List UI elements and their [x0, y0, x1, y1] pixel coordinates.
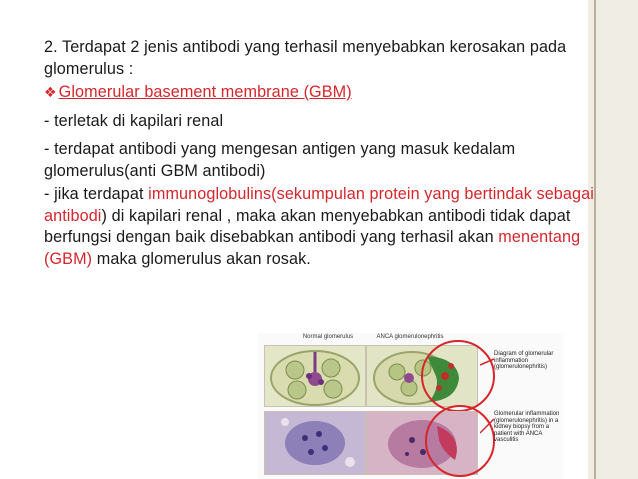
explanation-text-c: maka glomerulus akan rosak. [92, 249, 311, 268]
antibody-line: - terdapat antibodi yang mengesan antigen yang masuk kedalam glomerulus(anti GBM antibodi) [44, 140, 516, 180]
gbm-highlight: menentang (GBM) [44, 228, 581, 268]
normal-glomerulus-illustration [265, 346, 365, 406]
intro-paragraph: 2. Terdapat 2 jenis antibodi yang terhasil menyebabkan kerosakan pada glomerulus : [44, 38, 567, 78]
explanation-text-a: - jika terdapat [44, 185, 149, 203]
anca-label: ANCA glomerulonephritis [376, 334, 444, 340]
location-line: - terletak di kapilari renal [44, 111, 224, 130]
gbm-heading-text: Glomerular basement membrane (GBM) [58, 83, 352, 101]
normal-biopsy-image [264, 411, 366, 475]
glomerulus-figure [258, 333, 563, 479]
diamond-bullet-icon: ❖ [44, 84, 57, 100]
explanation-text-b: ) di kapilari renal , maka akan menyebabkan antibodi tidak dapat berfungsi dengan baik disebabkan antibodi yang terhasil akan [44, 206, 571, 246]
explanation-paragraph [44, 184, 604, 270]
normal-glomerulus-diagram [264, 345, 366, 407]
normal-biopsy-texture [265, 412, 365, 474]
bullet-heading [44, 82, 604, 104]
slide-body [44, 37, 604, 277]
diagram-note: Diagram of glomerular inflammation (glomerulonephritis) [494, 351, 554, 370]
pointer-lines [480, 353, 496, 453]
normal-glomerulus-label: Normal glomerulus [302, 334, 354, 340]
biopsy-note: Glomerular inflammation (glomerulonephritis) in a kidney biopsy from a patient with ANCA vasculitis [494, 411, 560, 443]
immunoglobulin-highlight: immunoglobulins(sekumpulan protein yang bertindak sebagai antibodi [44, 185, 594, 225]
